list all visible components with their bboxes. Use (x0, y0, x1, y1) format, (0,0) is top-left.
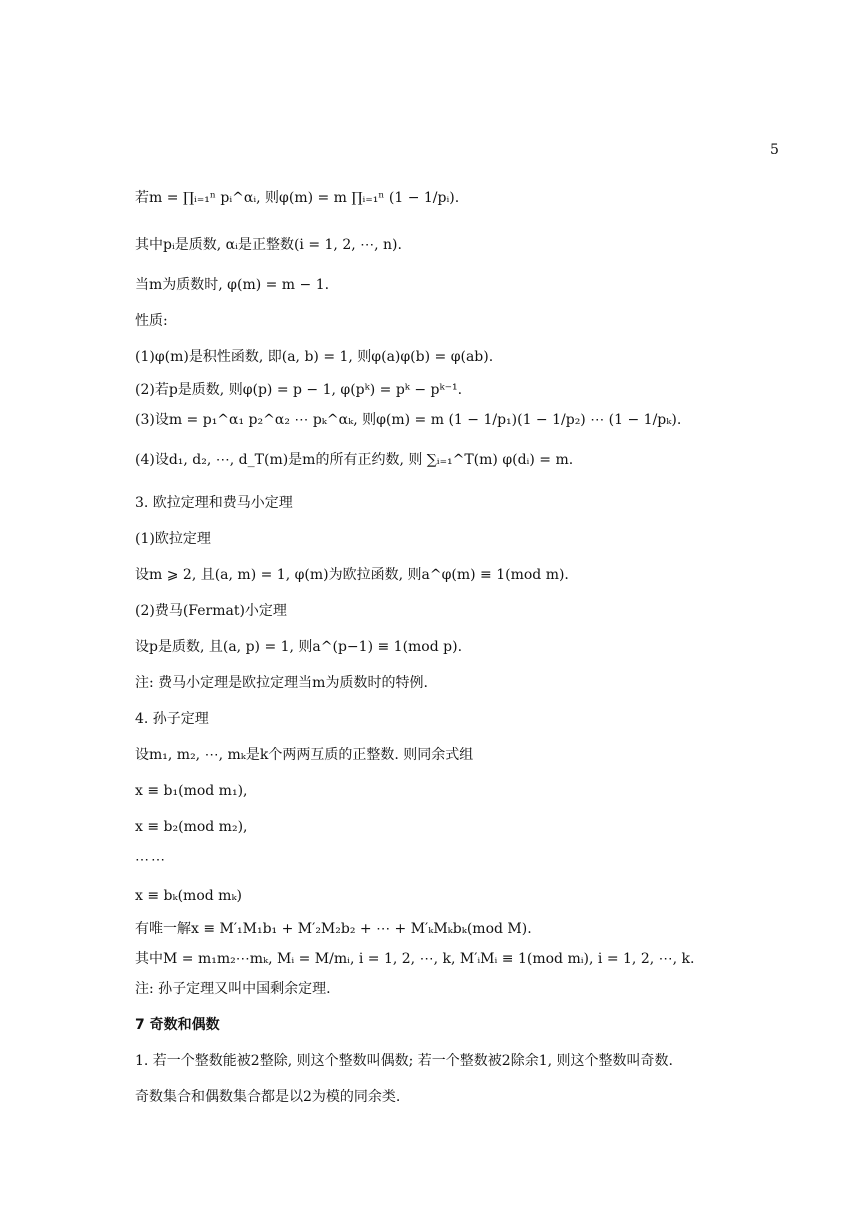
note-line: 注: 费马小定理是欧拉定理当m为质数时的特例. (135, 675, 428, 691)
subheading: (1)欧拉定理 (135, 531, 211, 547)
text-line: 1. 若一个整数能被2整除, 则这个整数叫偶数; 若一个整数被2除余1, 则这个整数叫奇数. (135, 1053, 673, 1069)
section-heading: 3. 欧拉定理和费马小定理 (135, 495, 293, 511)
congruence-line: x ≡ b₂(mod m₂), (135, 819, 248, 835)
page-body (135, 176, 735, 1107)
property-2: (2)若p是质数, 则φ(p) = p − 1, φ(pᵏ) = pᵏ − pᵏ⁻¹. (135, 382, 463, 398)
property-3: (3)设m = p₁^α₁ p₂^α₂ ⋯ pₖ^αₖ, 则φ(m) = m (1 − 1/p₁)(1 − 1/p₂) ⋯ (1 − 1/pₖ). (135, 412, 682, 428)
note-line: 注: 孙子定理又叫中国剩余定理. (135, 981, 331, 997)
text-line: 设p是质数, 且(a, p) = 1, 则a^(p−1) ≡ 1(mod p). (135, 639, 463, 655)
congruence-line: x ≡ b₁(mod m₁), (135, 783, 248, 799)
text-line: 其中pᵢ是质数, αᵢ是正整数(i = 1, 2, ⋯, n). (135, 237, 402, 253)
text-line: 性质: (135, 313, 168, 329)
subheading: (2)费马(Fermat)小定理 (135, 603, 287, 619)
text-line: 有唯一解x ≡ M′₁M₁b₁ + M′₂M₂b₂ + ⋯ + M′ₖMₖbₖ(mod M). (135, 921, 532, 937)
property-4: (4)设d₁, d₂, ⋯, d_T(m)是m的所有正约数, 则 ∑ᵢ₌₁^T(m) φ(dᵢ) = m. (135, 452, 574, 468)
formula-line: 若m = ∏ᵢ₌₁ⁿ pᵢ^αᵢ, 则φ(m) = m ∏ᵢ₌₁ⁿ (1 − 1/pᵢ). (135, 190, 460, 206)
text-line: 当m为质数时, φ(m) = m − 1. (135, 277, 330, 293)
property-1: (1)φ(m)是积性函数, 即(a, b) = 1, 则φ(a)φ(b) = φ(ab). (135, 349, 494, 365)
ellipsis-line: ⋯⋯ (135, 852, 167, 868)
congruence-line: x ≡ bₖ(mod mₖ) (135, 888, 243, 904)
section-heading-bold: 7 奇数和偶数 (135, 1017, 220, 1033)
section-heading: 4. 孙子定理 (135, 711, 209, 727)
text-line: 设m ⩾ 2, 且(a, m) = 1, φ(m)为欧拉函数, 则a^φ(m) ≡ 1(mod m). (135, 567, 569, 583)
text-line: 设m₁, m₂, ⋯, mₖ是k个两两互质的正整数. 则同余式组 (135, 747, 474, 763)
text-line: 其中M = m₁m₂⋯mₖ, Mᵢ = M/mᵢ, i = 1, 2, ⋯, k, M′ᵢMᵢ ≡ 1(mod mᵢ), i = 1, 2, ⋯, k. (135, 951, 695, 967)
page-number: 5 (770, 142, 779, 158)
text-line: 奇数集合和偶数集合都是以2为模的同余类. (135, 1089, 401, 1105)
